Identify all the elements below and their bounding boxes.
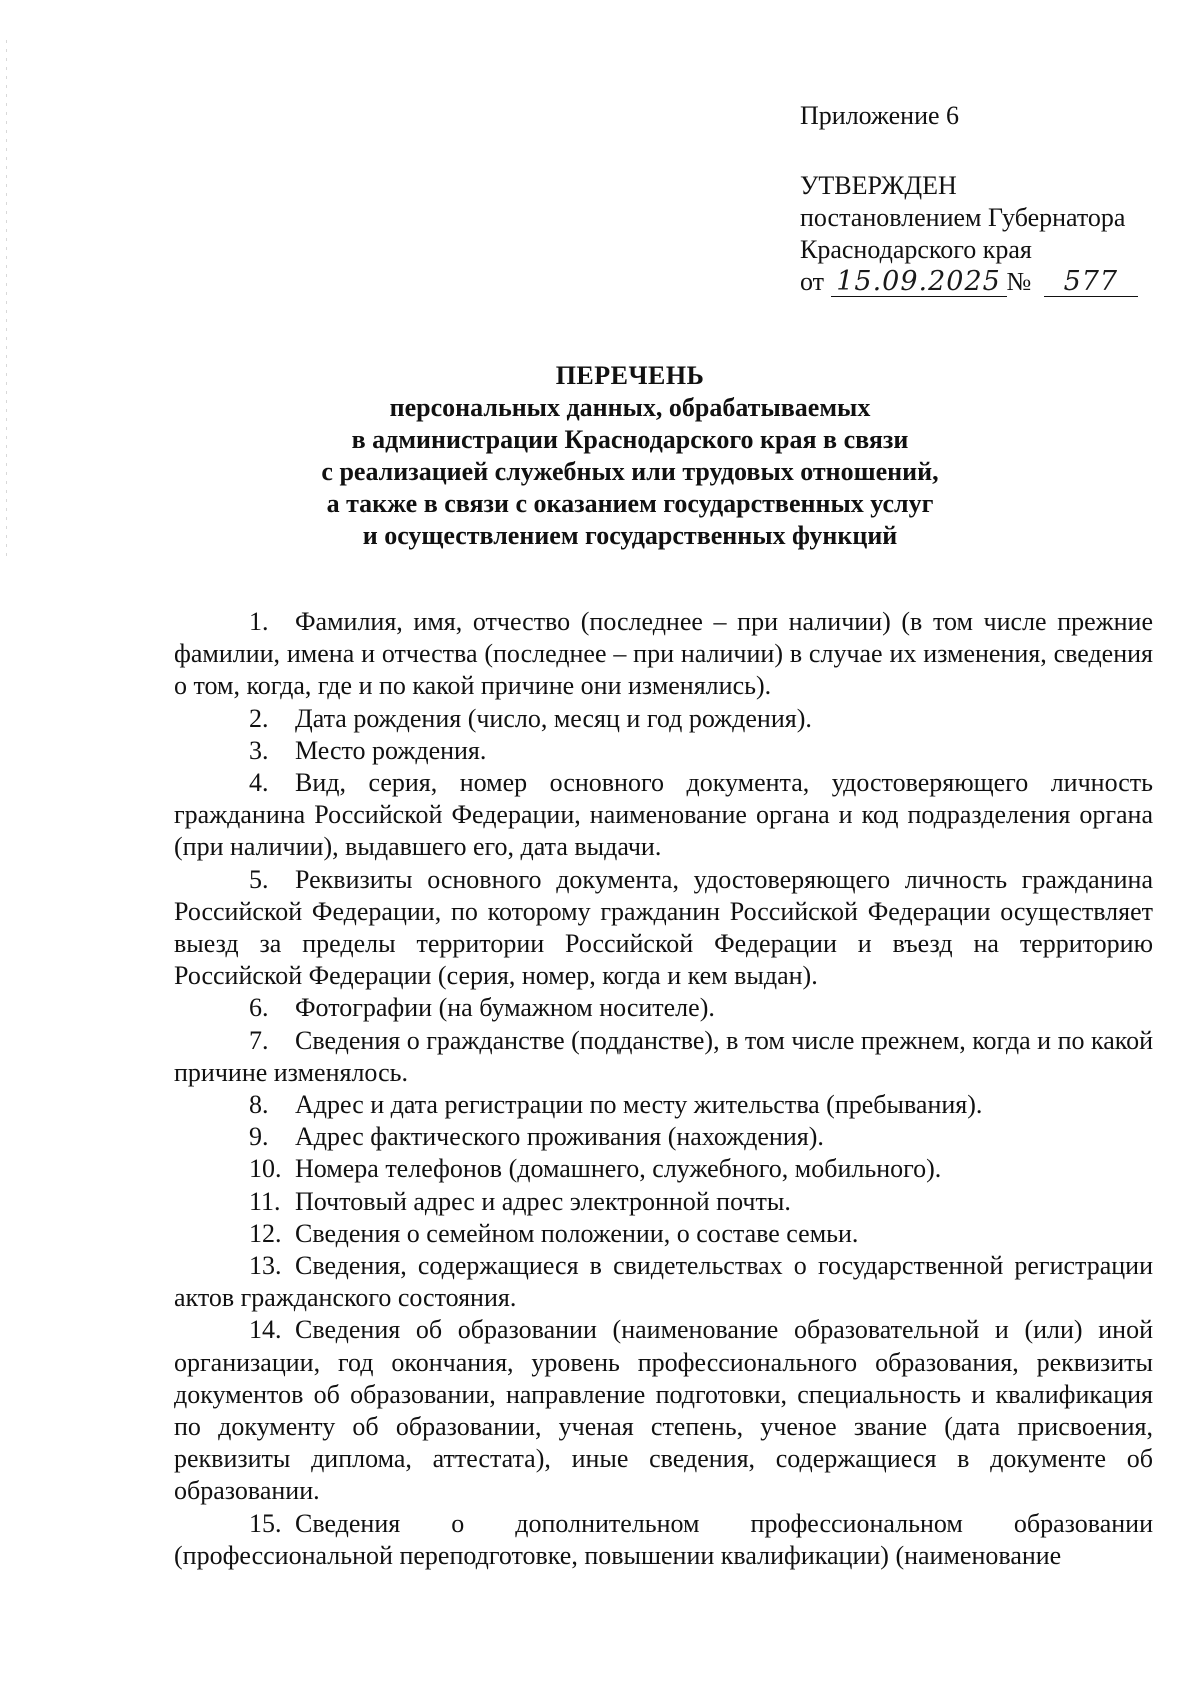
- heading-line: а также в связи с оказанием государственных услуг: [326, 489, 934, 518]
- item-number: 6.: [249, 993, 269, 1023]
- list-item: [174, 1250, 1153, 1314]
- heading-line: в администрации Краснодарского края в связи: [351, 425, 909, 454]
- heading-line: с реализацией служебных или трудовых отношений,: [321, 457, 939, 486]
- handwritten-number: 577: [1044, 268, 1138, 297]
- item-number: 12.: [249, 1218, 282, 1248]
- item-number: 9.: [249, 1122, 269, 1152]
- handwritten-date: 15.09.2025: [831, 268, 1007, 297]
- item-text: Сведения о семейном положении, о составе семьи.: [295, 1218, 859, 1248]
- list-item: [174, 1186, 1153, 1218]
- item-text: Фамилия, имя, отчество (последнее – при наличии) (в том числе прежние фамилии, имена и отчества (последнее – при наличии) в случае их изменения, сведения о том, когда, где и по какой причине они изменялись).: [174, 607, 1153, 701]
- item-number: 13.: [249, 1251, 282, 1281]
- item-number: 10.: [249, 1154, 282, 1184]
- approval-date-line: [800, 266, 1138, 298]
- item-number: 3.: [249, 735, 269, 765]
- list-item: [174, 767, 1153, 864]
- heading-line: персональных данных, обрабатываемых: [389, 393, 871, 422]
- list-item: [174, 864, 1153, 993]
- list-item: [174, 1025, 1153, 1089]
- item-text: Сведения о дополнительном профессиональном образовании (профессиональной переподготовке, повышении квалификации) (наименование: [174, 1508, 1153, 1570]
- item-number: 5.: [249, 864, 269, 894]
- heading-line: и осуществлением государственных функций: [362, 521, 898, 550]
- document-heading: [175, 360, 1085, 552]
- document-title: ПЕРЕЧЕНЬ: [555, 361, 705, 390]
- list-item: [174, 1121, 1153, 1153]
- item-text: Адрес и дата регистрации по месту жительства (пребывания).: [295, 1090, 983, 1120]
- item-number: 8.: [249, 1090, 269, 1120]
- item-text: Место рождения.: [295, 735, 487, 765]
- approval-block: [800, 100, 1138, 298]
- item-number: 4.: [249, 768, 269, 798]
- item-text: Адрес фактического проживания (нахождения).: [295, 1122, 824, 1152]
- item-number: 1.: [249, 607, 269, 636]
- list-item: [174, 735, 1153, 767]
- item-number: 11.: [249, 1186, 281, 1216]
- item-text: Реквизиты основного документа, удостоверяющего личность гражданина Российской Федерации, по которому гражданин Российской Федерации осуществляет выезд за пределы территории Российской Федерации и въезд на территорию Российской Федерации (серия, номер, когда и кем выдан).: [174, 864, 1153, 991]
- item-text: Дата рождения (число, месяц и год рождения).: [295, 703, 812, 733]
- list-item: [174, 1089, 1153, 1121]
- item-number: 14.: [249, 1315, 282, 1345]
- item-text: Вид, серия, номер основного документа, удостоверяющего личность гражданина Российской Федерации, наименование органа и код подразделения органа (при наличии), выдавшего его, дата выдачи.: [174, 768, 1153, 862]
- item-number: 15.: [249, 1508, 282, 1538]
- items-list: [174, 606, 1153, 1572]
- item-text: Сведения, содержащиеся в свидетельствах о государственной регистрации актов гражданского состояния.: [174, 1251, 1153, 1313]
- item-text: Сведения о гражданстве (подданстве), в том числе прежнем, когда и по какой причине изменялось.: [174, 1025, 1153, 1087]
- list-item: [174, 1508, 1153, 1572]
- scan-edge-mark: [6, 40, 7, 560]
- item-text: Почтовый адрес и адрес электронной почты.: [295, 1186, 791, 1216]
- item-text: Фотографии (на бумажном носителе).: [295, 993, 715, 1023]
- list-item: [174, 992, 1153, 1024]
- list-item: [174, 703, 1153, 735]
- list-item: [174, 1153, 1153, 1185]
- item-text: Сведения об образовании (наименование образовательной и (или) иной организации, год окончания, уровень профессионального образования, реквизиты документов об образовании, направление подготовки, специальность и квалификация по документу об образовании, ученая степень, ученое звание (дата присвоения, реквизиты диплома, аттестата), иные сведения, содержащиеся в документе об образовании.: [174, 1315, 1153, 1506]
- list-item: [174, 1314, 1153, 1507]
- number-prefix: №: [1006, 267, 1032, 296]
- item-number: 2.: [249, 703, 269, 733]
- approval-line-2: Краснодарского края: [800, 235, 1032, 264]
- list-item: [174, 1218, 1153, 1250]
- list-item: [174, 606, 1153, 703]
- approved-label: УТВЕРЖДЕН: [800, 171, 957, 200]
- appendix-label: Приложение 6: [800, 101, 960, 130]
- item-number: 7.: [249, 1025, 269, 1055]
- item-text: Номера телефонов (домашнего, служебного, мобильного).: [295, 1154, 942, 1184]
- date-prefix: от: [800, 267, 825, 296]
- approval-line-1: постановлением Губернатора: [800, 203, 1126, 232]
